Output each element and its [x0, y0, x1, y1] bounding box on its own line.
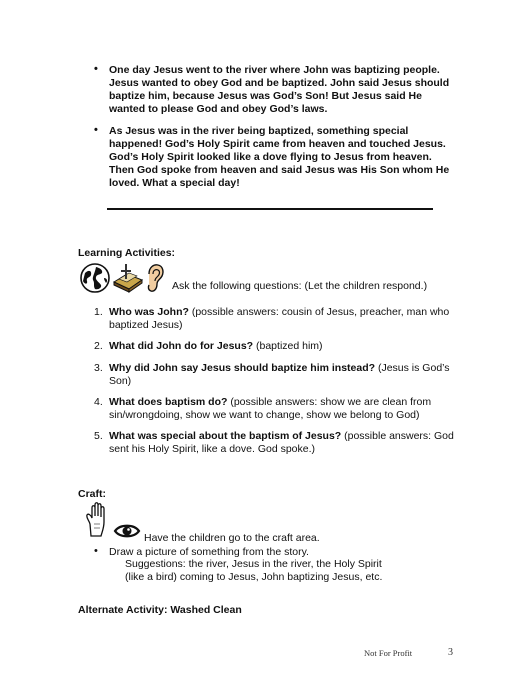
question-number: 4.: [94, 396, 103, 408]
ear-icon: [144, 262, 166, 294]
globe-icon: [78, 262, 112, 294]
eye-icon: [113, 522, 141, 540]
answer-text: (possible answers: cousin of Jesus, preacher, man who baptized Jesus): [109, 306, 450, 331]
question-number: 2.: [94, 340, 103, 352]
story-paragraph-2: As Jesus was in the river being baptized, something special happened! God’s Holy Spirit came from heaven and touched Jesus. God’s Holy Spirit looked like a dove flying to Jesus from heaven. Then God spoke from heaven and said Jesus was His Son whom He loved. What a special day!: [109, 125, 450, 189]
answer-text: (Jesus is God’s Son): [109, 362, 450, 387]
bullet-dot: •: [94, 63, 98, 75]
question-number: 1.: [94, 306, 103, 318]
learning-activities-heading: Learning Activities:: [78, 247, 176, 259]
bullet-dot: •: [94, 124, 98, 136]
question-item: [109, 306, 459, 332]
alternate-activity-heading: Alternate Activity: Washed Clean: [78, 604, 242, 616]
question-number: 5.: [94, 430, 103, 442]
question-text: What did John do for Jesus?: [109, 340, 254, 352]
question-item: [109, 340, 459, 353]
question-item: [109, 396, 459, 422]
question-text: What was special about the baptism of Jesus?: [109, 430, 342, 442]
hand-icon: [85, 502, 111, 538]
bullet-dot: •: [94, 545, 98, 557]
question-item: [109, 362, 459, 388]
question-number: 3.: [94, 362, 103, 374]
learning-instruction: Ask the following questions: (Let the children respond.): [172, 280, 428, 292]
question-item: [109, 430, 459, 456]
question-text: Why did John say Jesus should baptize him instead?: [109, 362, 376, 374]
question-text: Who was John?: [109, 306, 189, 318]
craft-heading: Craft:: [78, 488, 106, 500]
answer-text: (possible answers: God sent his Holy Spirit, like a dove. God spoke.): [109, 430, 454, 455]
question-text: What does baptism do?: [109, 396, 228, 408]
craft-instruction: Have the children go to the craft area.: [144, 532, 320, 544]
story-paragraph-1: One day Jesus went to the river where John was baptizing people. Jesus wanted to obey God and be baptized. John said Jesus should baptize him, because Jesus was God’s Son! But Jesus said He wanted to please God and obey God’s laws.: [109, 64, 450, 115]
bible-icon: [111, 262, 145, 294]
answer-text: (baptized him): [253, 340, 323, 352]
footer-text: Not For Profit: [364, 648, 413, 658]
craft-bullet: Draw a picture of something from the story.: [109, 546, 309, 558]
craft-suggestions: Suggestions: the river, Jesus in the river, the Holy Spirit (like a bird) coming to Jesus, John baptizing Jesus, etc.: [125, 558, 383, 583]
page-number: 3: [448, 647, 453, 658]
answer-text: (possible answers: show we are clean from sin/wrongdoing, show we want to change, show we belong to God): [109, 396, 432, 421]
divider-line: [107, 208, 433, 210]
